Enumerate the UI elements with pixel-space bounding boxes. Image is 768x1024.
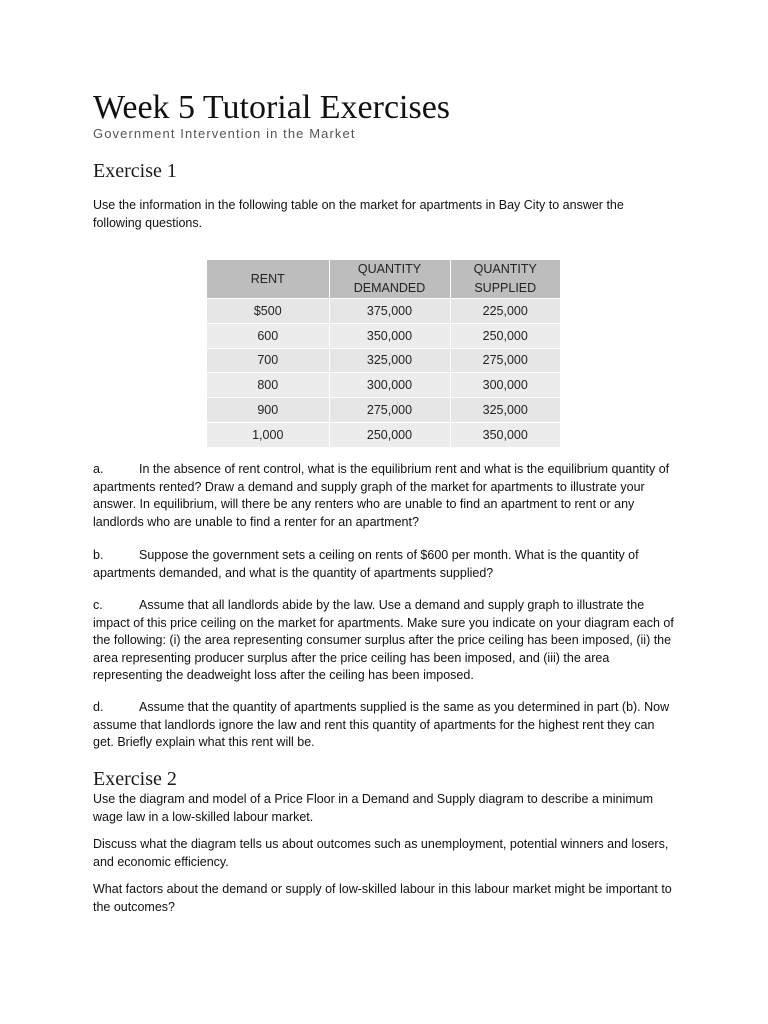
question-c [93, 597, 675, 685]
table-header-row [207, 260, 560, 299]
question-letter: b. [93, 548, 104, 562]
rent-cell: 1,000 [207, 422, 329, 447]
question-letter: c. [93, 598, 103, 612]
quantity-supplied-cell: 300,000 [450, 373, 560, 398]
question-text: Assume that all landlords abide by the law. Use a demand and supply graph to illustrate the impact of this price ceiling on the market for apartments. Make sure you indicate on your diagram each of the following: (i) the area representing consumer surplus after the price ceiling has been imposed, (ii) the area representing producer surplus after the price ceiling has been imposed, and (iii) the area representing the deadweight loss after the ceiling has been imposed. [93, 598, 674, 683]
exercise-2-paragraph: Use the diagram and model of a Price Floor in a Demand and Supply diagram to describe a minimum wage law in a low-skilled labour market. [93, 792, 653, 824]
question-b [93, 547, 675, 582]
quantity-demanded-cell: 325,000 [329, 348, 450, 373]
question-letter: d. [93, 700, 104, 714]
question-d [93, 699, 675, 752]
quantity-demanded-cell: 250,000 [329, 422, 450, 447]
exercise-1-heading: Exercise 1 [93, 160, 177, 182]
table-row [207, 348, 560, 373]
exercise-1-intro: Use the information in the following table on the market for apartments in Bay City to answer the following questions. [93, 198, 624, 230]
rent-cell: $500 [207, 299, 329, 324]
rent-cell: 700 [207, 348, 329, 373]
question-a [93, 461, 675, 531]
quantity-demanded-cell: 375,000 [329, 299, 450, 324]
quantity-demanded-cell: 350,000 [329, 323, 450, 348]
column-header-quantity-supplied: QUANTITY SUPPLIED [450, 260, 560, 299]
quantity-supplied-cell: 275,000 [450, 348, 560, 373]
quantity-supplied-cell: 350,000 [450, 422, 560, 447]
quantity-supplied-cell: 250,000 [450, 323, 560, 348]
page-title: Week 5 Tutorial Exercises [93, 89, 451, 126]
rent-cell: 600 [207, 323, 329, 348]
column-header-rent: RENT [207, 260, 329, 299]
question-text: In the absence of rent control, what is the equilibrium rent and what is the equilibrium quantity of apartments rented? Draw a demand and supply graph of the market for apartments to illustrate your answer. In equilibrium, will there be any renters who are unable to find an apartment to rent or any landlords who are unable to find a renter for an apartment? [93, 462, 670, 529]
table-row [207, 323, 560, 348]
rent-cell: 900 [207, 398, 329, 423]
table-row [207, 398, 560, 423]
page-subtitle: Government Intervention in the Market [93, 126, 356, 141]
exercise-2-paragraph: What factors about the demand or supply of low-skilled labour in this labour market might be important to the outcomes? [93, 882, 672, 914]
question-letter: a. [93, 462, 104, 476]
table-row [207, 373, 560, 398]
table-row [207, 299, 560, 324]
table-row [207, 422, 560, 447]
quantity-supplied-cell: 325,000 [450, 398, 560, 423]
rent-table [207, 260, 560, 448]
quantity-demanded-cell: 275,000 [329, 398, 450, 423]
rent-cell: 800 [207, 373, 329, 398]
exercise-2-heading: Exercise 2 [93, 768, 177, 790]
quantity-supplied-cell: 225,000 [450, 299, 560, 324]
quantity-demanded-cell: 300,000 [329, 373, 450, 398]
question-text: Assume that the quantity of apartments supplied is the same as you determined in part (b). Now assume that landlords ignore the law and rent this quantity of apartments for the highest rent they can get. Briefly explain what this rent will be. [93, 700, 670, 750]
exercise-2-paragraph: Discuss what the diagram tells us about outcomes such as unemployment, potential winners and losers, and economic efficiency. [93, 837, 669, 869]
question-text: Suppose the government sets a ceiling on rents of $600 per month. What is the quantity of apartments demanded, and what is the quantity of apartments supplied? [93, 548, 639, 580]
column-header-quantity-demanded: QUANTITY DEMANDED [329, 260, 450, 299]
